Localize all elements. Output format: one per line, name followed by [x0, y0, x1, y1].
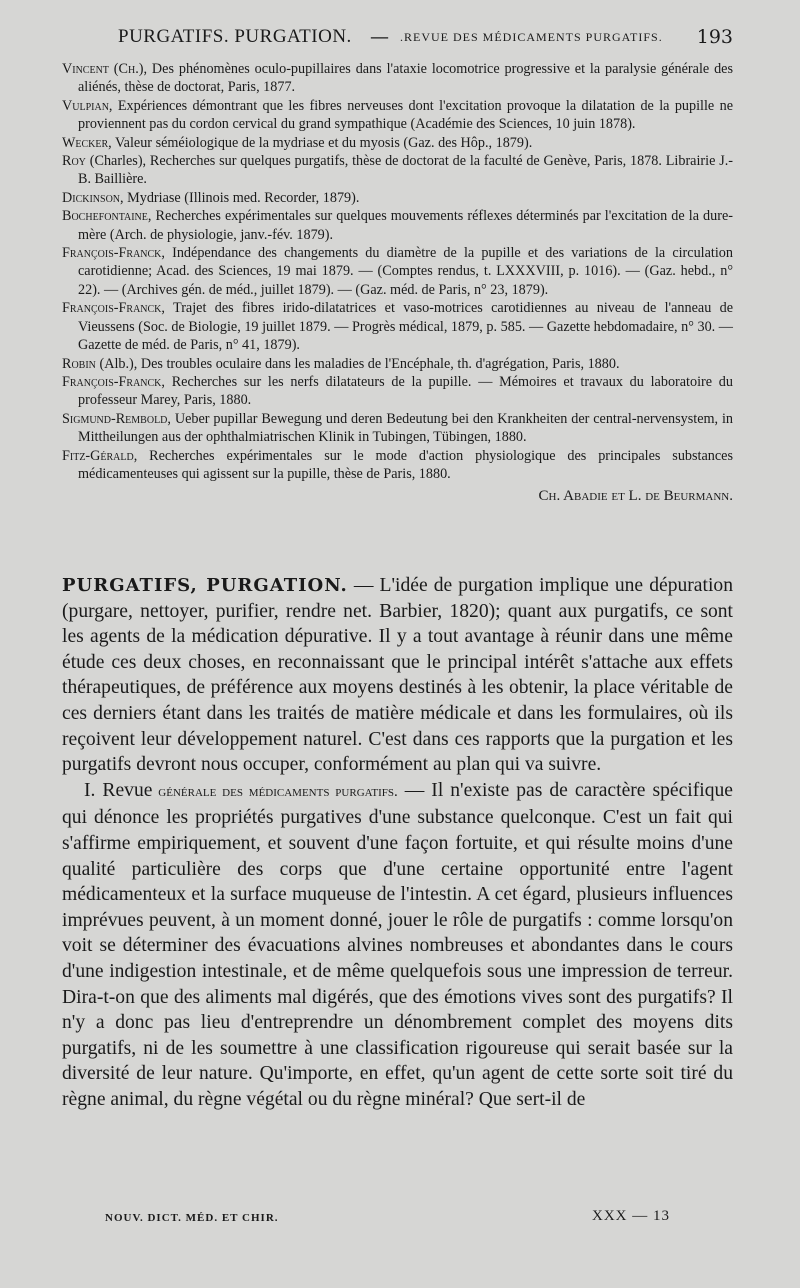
bib-author: Wecker, — [62, 134, 112, 151]
bibliography — [62, 60, 733, 506]
bib-text: (Alb.), Des troubles oculaire dans les maladies de l'Encéphale, th. d'agrégation, Paris, 1880. — [95, 355, 620, 372]
bib-author: Roy — [62, 153, 86, 170]
bib-text: Valeur séméiologique de la mydriase et du myosis (Gaz. des Hôp., 1879). — [111, 134, 533, 151]
bib-author: Vulpian, — [62, 97, 113, 114]
footer-publication: NOUV. DICT. MÉD. ET CHIR. — [105, 1212, 279, 1224]
bibliography-entry — [62, 373, 733, 410]
bib-text: Indépendance des changements du diamètre de la pupille et des variations de la circulation carotidienne; Acad. des Sciences, 19 mai 1879. — (Comptes rendus, t. LXXXVIII, p. 1016). — (Gaz. hebd., n° 22). — (Archives gén. de méd., juillet 1879). — (Gaz. méd. de Paris, n° 23, 1879). — [78, 245, 733, 298]
bib-text: Mydriase (Illinois med. Recorder, 1879). — [123, 189, 360, 206]
bib-text: Recherches expérimentales sur quelques mouvements réflexes déterminés par l'excitation de la dure-mère (Arch. de physiologie, janv.-fév. 1879). — [78, 208, 733, 243]
header-title: PURGATIFS. PURGATION. — [118, 26, 352, 47]
bibliography-entry — [62, 299, 733, 354]
bib-text: Recherches expérimentales sur le mode d'action physiologique des principales substances médicamenteuses qui agissent sur la pupille, thèse de Paris, 1880. — [78, 447, 733, 482]
bib-author: Dickinson, — [62, 189, 124, 206]
bib-text: Des phénomènes oculo-pupillaires dans l'ataxie locomotrice progressive et la paralysie générale des aliénés, thèse de doctorat, Paris, 1877. — [78, 61, 733, 96]
authors-signature: Ch. Abadie et L. de Beurmann. — [538, 488, 733, 505]
bib-author: Vincent (Ch.), — [62, 61, 148, 77]
bib-author: Robin — [62, 355, 96, 372]
section-paragraph — [62, 778, 733, 1113]
bibliography-entry — [62, 355, 733, 373]
bibliography-entry — [62, 447, 733, 484]
article-body — [62, 573, 733, 1112]
bibliography-entry — [62, 152, 733, 189]
footer-signature-mark: XXX — 13 — [592, 1208, 670, 1224]
bib-author: François-Franck, — [62, 373, 165, 390]
section-number: I. Revue — [84, 779, 153, 801]
article-headword: PURGATIFS, PURGATION. — [62, 575, 348, 596]
header-subtitle: .REVUE DES MÉDICAMENTS PURGATIFS. — [400, 30, 663, 44]
bib-text: Ueber pupillar Bewegung und deren Bedeutung bei den Krankheiten der central-nervensystem, in Mittheilungen aus der ophthalmiatrischen Klinik in Tubingen, Tübingen, 1880. — [78, 410, 733, 446]
section-title: générale des médicaments purgatifs. — [152, 783, 398, 800]
bibliography-entry — [62, 207, 733, 244]
bibliography-entry — [62, 189, 733, 207]
bib-author: Bochefontaine, — [62, 208, 152, 225]
page-number: 193 — [696, 26, 733, 48]
running-header — [118, 26, 733, 50]
bib-author: Fitz-Gérald, — [62, 447, 138, 464]
bib-text: Trajet des fibres irido-dilatatrices et vaso-motrices carotidiennes au niveau de l'anneau de Vieussens (Soc. de Biologie, 19 juillet 1879. — Progrès médical, 1879, p. 585. — Gazette hebdomadaire, n° 30. — Gazette de méd. de Paris, n° 41, 1879). — [78, 300, 733, 354]
bibliography-entry — [62, 60, 733, 97]
article-intro-paragraph — [62, 573, 733, 778]
section-text: — Il n'existe pas de caractère spécifique qui dénonce les propriétés purgatives d'une substance quelconque. C'est un fait qui s'affirme empiriquement, et souvent d'une façon fortuite, et qui résulte moins d'une qualité particulière des corps que d'une certaine opportunité entre l'agent médicamenteux et la surface muqueuse de l'intestin. A cet égard, plusieurs influences imprévues peuvent, à un moment donné, jouer le rôle de purgatifs : comme lorsqu'on voit se déterminer des évacuations alvines nombreuses et abondantes dans le cours d'une indigestion intestinale, et de même quelquefois sous une impression de terreur. Dira-t-on que des aliments mal digérés, que des émotions vives sont des purgatifs? Il n'y a donc pas lieu d'entreprendre un dénombrement complet des moyens dits purgatifs, ni de les soumettre à une classification rigoureuse qui serait basée sur la diversité de leur nature. Qu'importe, en effet, qu'un agent de cette sorte soit tiré du règne animal, du règne végétal ou du règne minéral? Que sert-il de — [62, 779, 733, 1110]
bibliography-entry — [62, 97, 733, 134]
bib-author: Sigmund-Rembold, — [62, 410, 171, 427]
page-footer — [105, 1208, 670, 1228]
bib-author: François-Franck, — [62, 245, 165, 262]
bib-text: Recherches sur les nerfs dilatateurs de la pupille. — Mémoires et travaux du laboratoire du professeur Marey, Paris, 1880. — [78, 373, 733, 409]
bibliography-entry — [62, 244, 733, 299]
bibliography-entry — [62, 134, 733, 152]
header-dash: — — [370, 26, 389, 48]
bib-text: (Charles), Recherches sur quelques purgatifs, thèse de doctorat de la faculté de Genève, Paris, 1878. Librairie J.-B. Baillière. — [78, 153, 733, 188]
bib-text: Expériences démontrant que les fibres nerveuses dont l'excitation provoque la dilatation de la pupille ne proviennent pas du cordon cervical du grand sympathique (Académie des Sciences, 10 juin 1878). — [78, 97, 733, 133]
bibliography-entry — [62, 410, 733, 447]
article-intro-text: — L'idée de purgation implique une dépuration (purgare, nettoyer, purifier, rendre net. Barbier, 1820); quant aux purgatifs, ce sont les agents de la médication dépurative. Il y a tout avantage à réunir dans une même étude ces deux choses, en reconnaissant que le principal intérêt s'attache aux effets thérapeutiques, de préférence aux moyens destinés à les obtenir, la place véritable de ces derniers étant dans les traités de matière médicale et dans les formulaires, où ils reçoivent leur développement naturel. C'est dans ces rapports que la purgation et les purgatifs devront nous occuper, conformément au plan qui va suivre. — [62, 575, 733, 776]
bib-author: François-Franck, — [62, 300, 165, 317]
